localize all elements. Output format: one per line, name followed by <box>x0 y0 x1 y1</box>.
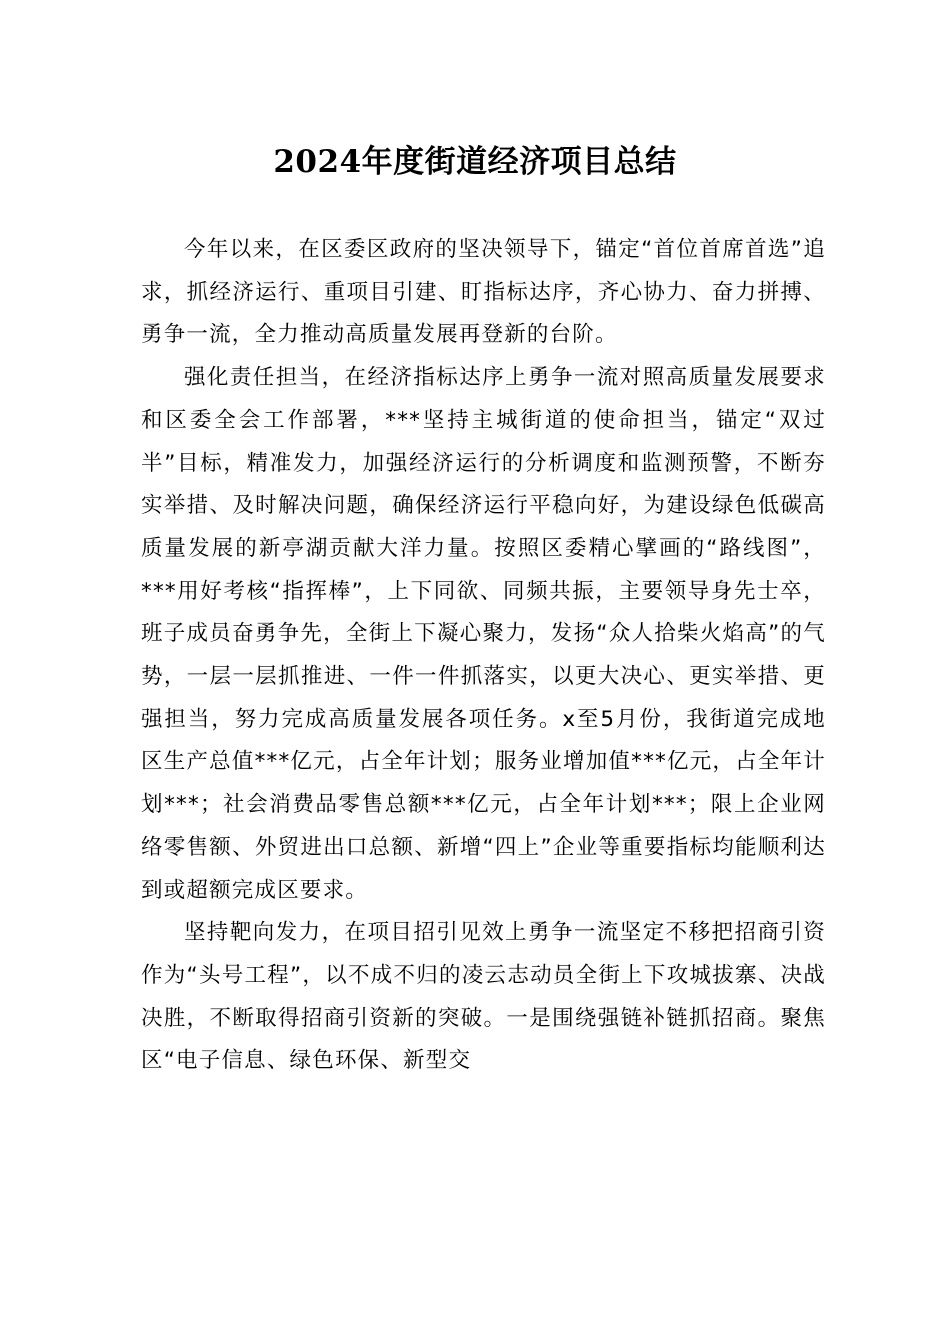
document-title: 2024年度街道经济项目总结 <box>273 144 677 180</box>
paragraph-intro: 今年以来，在区委区政府的坚决领导下，锚定“首位首席首选”追求，抓经济运行、重项目引建、盯指标达序，齐心协力、奋力拼搏、勇争一流，全力推动高质量发展再登新的台阶。 <box>141 237 826 348</box>
paragraph-project-attraction: 坚持靶向发力，在项目招引见效上勇争一流坚定不移把招商引资作为“头号工程”，以不成不归的凌云志动员全街上下攻城拔寨、决战决胜，不断取得招商引资新的突破。一是围绕强链补链抓招商。聚焦区“电子信息、绿色环保、新型交 <box>141 920 826 1074</box>
document-body <box>141 229 826 1083</box>
paragraph-economic-indicators: 强化责任担当，在经济指标达序上勇争一流对照高质量发展要求和区委全会工作部署，***坚持主城街道的使命担当，锚定“双过半”目标，精准发力，加强经济运行的分析调度和监测预警，不断夯实举措、及时解决问题，确保经济运行平稳向好，为建设绿色低碳高质量发展的新亭湖贡献大洋力量。按照区委精心擘画的“路线图”，***用好考核“指挥棒”，上下同欲、同频共振，主要领导身先士卒，班子成员奋勇争先，全街上下凝心聚力，发扬“众人拾柴火焰高”的气势，一层一层抓推进、一件一件抓落实，以更大决心、更实举措、更强担当，努力完成高质量发展各项任务。x至5月份，我街道完成地区生产总值***亿元，占全年计划；服务业增加值***亿元，占全年计划***；社会消费品零售总额***亿元，占全年计划***；限上企业网络零售额、外贸进出口总额、新增“四上”企业等重要指标均能顺利达到或超额完成区要求。 <box>141 365 826 903</box>
